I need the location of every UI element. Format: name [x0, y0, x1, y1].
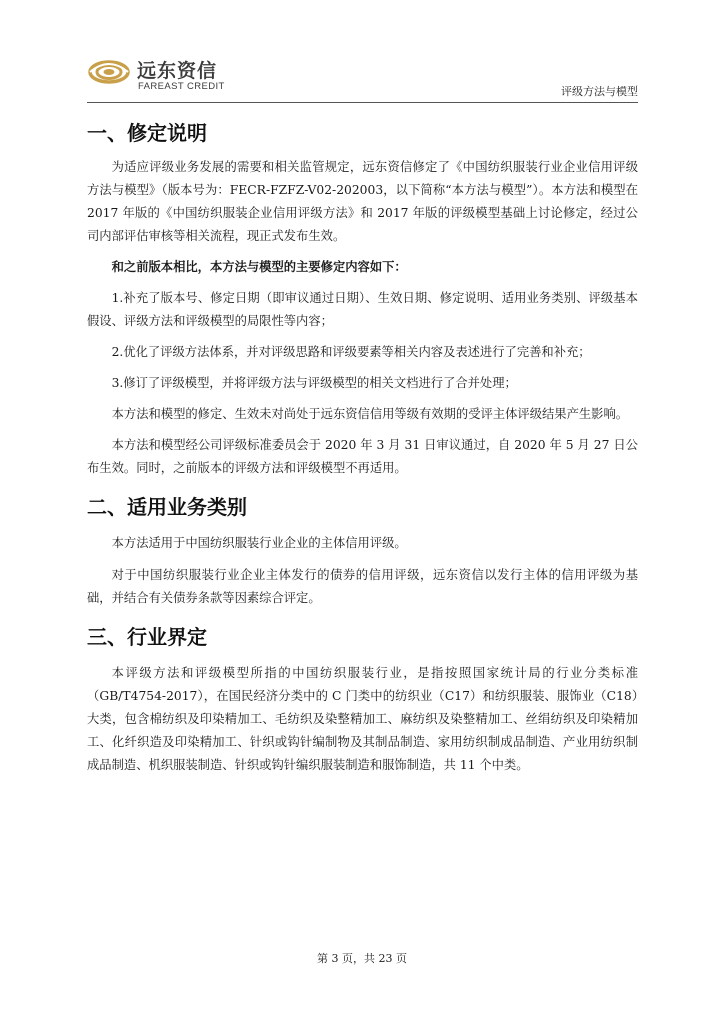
- paragraph: 3.修订了评级模型，并将评级方法与评级模型的相关文档进行了合并处理；: [111, 376, 517, 390]
- paragraph: 为适应评级业务发展的需要和相关监管规定，远东资信修定了《中国纺织服装行业企业信用评级方法与模型》（版本号为：FECR-FZFZ-V02-202003，以下简称“本方法与模型”）。本方法和模型在 2017 年版的《中国纺织服装企业信用评级方法》和 2017 年版的评级模型基础上讨论修定，经过公司内部评估审核等相关流程，现正式发布生效。: [87, 160, 638, 243]
- section-title-revision: 一、修定说明: [87, 121, 207, 145]
- fareast-logo-icon: [87, 52, 131, 92]
- paragraph: 本评级方法和评级模型所指的中国纺织服装行业，是指按照国家统计局的行业分类标准（GB/T4754-2017），在国民经济分类中的 C 门类中的纺织业（C17）和纺织服装、服饰业（C18）大类，包含棉纺织及印染精加工、毛纺织及染整精加工、麻纺织及染整精加工、丝绢纺织及印染精加工、化纤织造及印染精加工、针织或钩针编制物及其制品制造、家用纺织制成品制造、产业用纺织制成品制造、机织服装制造、针织或钩针编织服装制造和服饰制造，共 11 个中类。: [87, 666, 638, 772]
- paragraph: 2.优化了评级方法体系，并对评级思路和评级要素等相关内容及表述进行了完善和补充；: [111, 345, 591, 359]
- paragraph: 1.补充了版本号、修定日期（即审议通过日期）、生效日期、修定说明、适用业务类别、评级基本假设、评级方法和评级模型的局限性等内容；: [87, 291, 638, 328]
- section-title-industry: 三、行业界定: [87, 625, 207, 649]
- document-body: [87, 118, 638, 777]
- logo-text-cn: 远东资信: [137, 60, 218, 82]
- paragraph: 本方法和模型经公司评级标准委员会于 2020 年 3 月 31 日审议通过，自 2020 年 5 月 27 日公布生效。同时，之前版本的评级方法和评级模型不再适用。: [87, 438, 638, 475]
- page-footer: 第 3 页，共 23 页: [317, 952, 407, 965]
- page-header: [87, 50, 638, 103]
- header-doc-title: 评级方法与模型: [561, 85, 638, 98]
- logo-text-en: FAREAST CREDIT: [138, 81, 225, 92]
- paragraph: 本方法和模型的修定、生效未对尚处于远东资信信用等级有效期的受评主体评级结果产生影响。: [111, 407, 629, 421]
- paragraph: 对于中国纺织服装行业企业主体发行的债券的信用评级，远东资信以发行主体的信用评级为基础，并结合有关债券条款等因素综合评定。: [87, 568, 638, 605]
- paragraph: 本方法适用于中国纺织服装行业企业的主体信用评级。: [111, 536, 407, 550]
- section-title-scope: 二、适用业务类别: [87, 495, 247, 519]
- paragraph-bold: 和之前版本相比，本方法与模型的主要修定内容如下：: [111, 260, 407, 274]
